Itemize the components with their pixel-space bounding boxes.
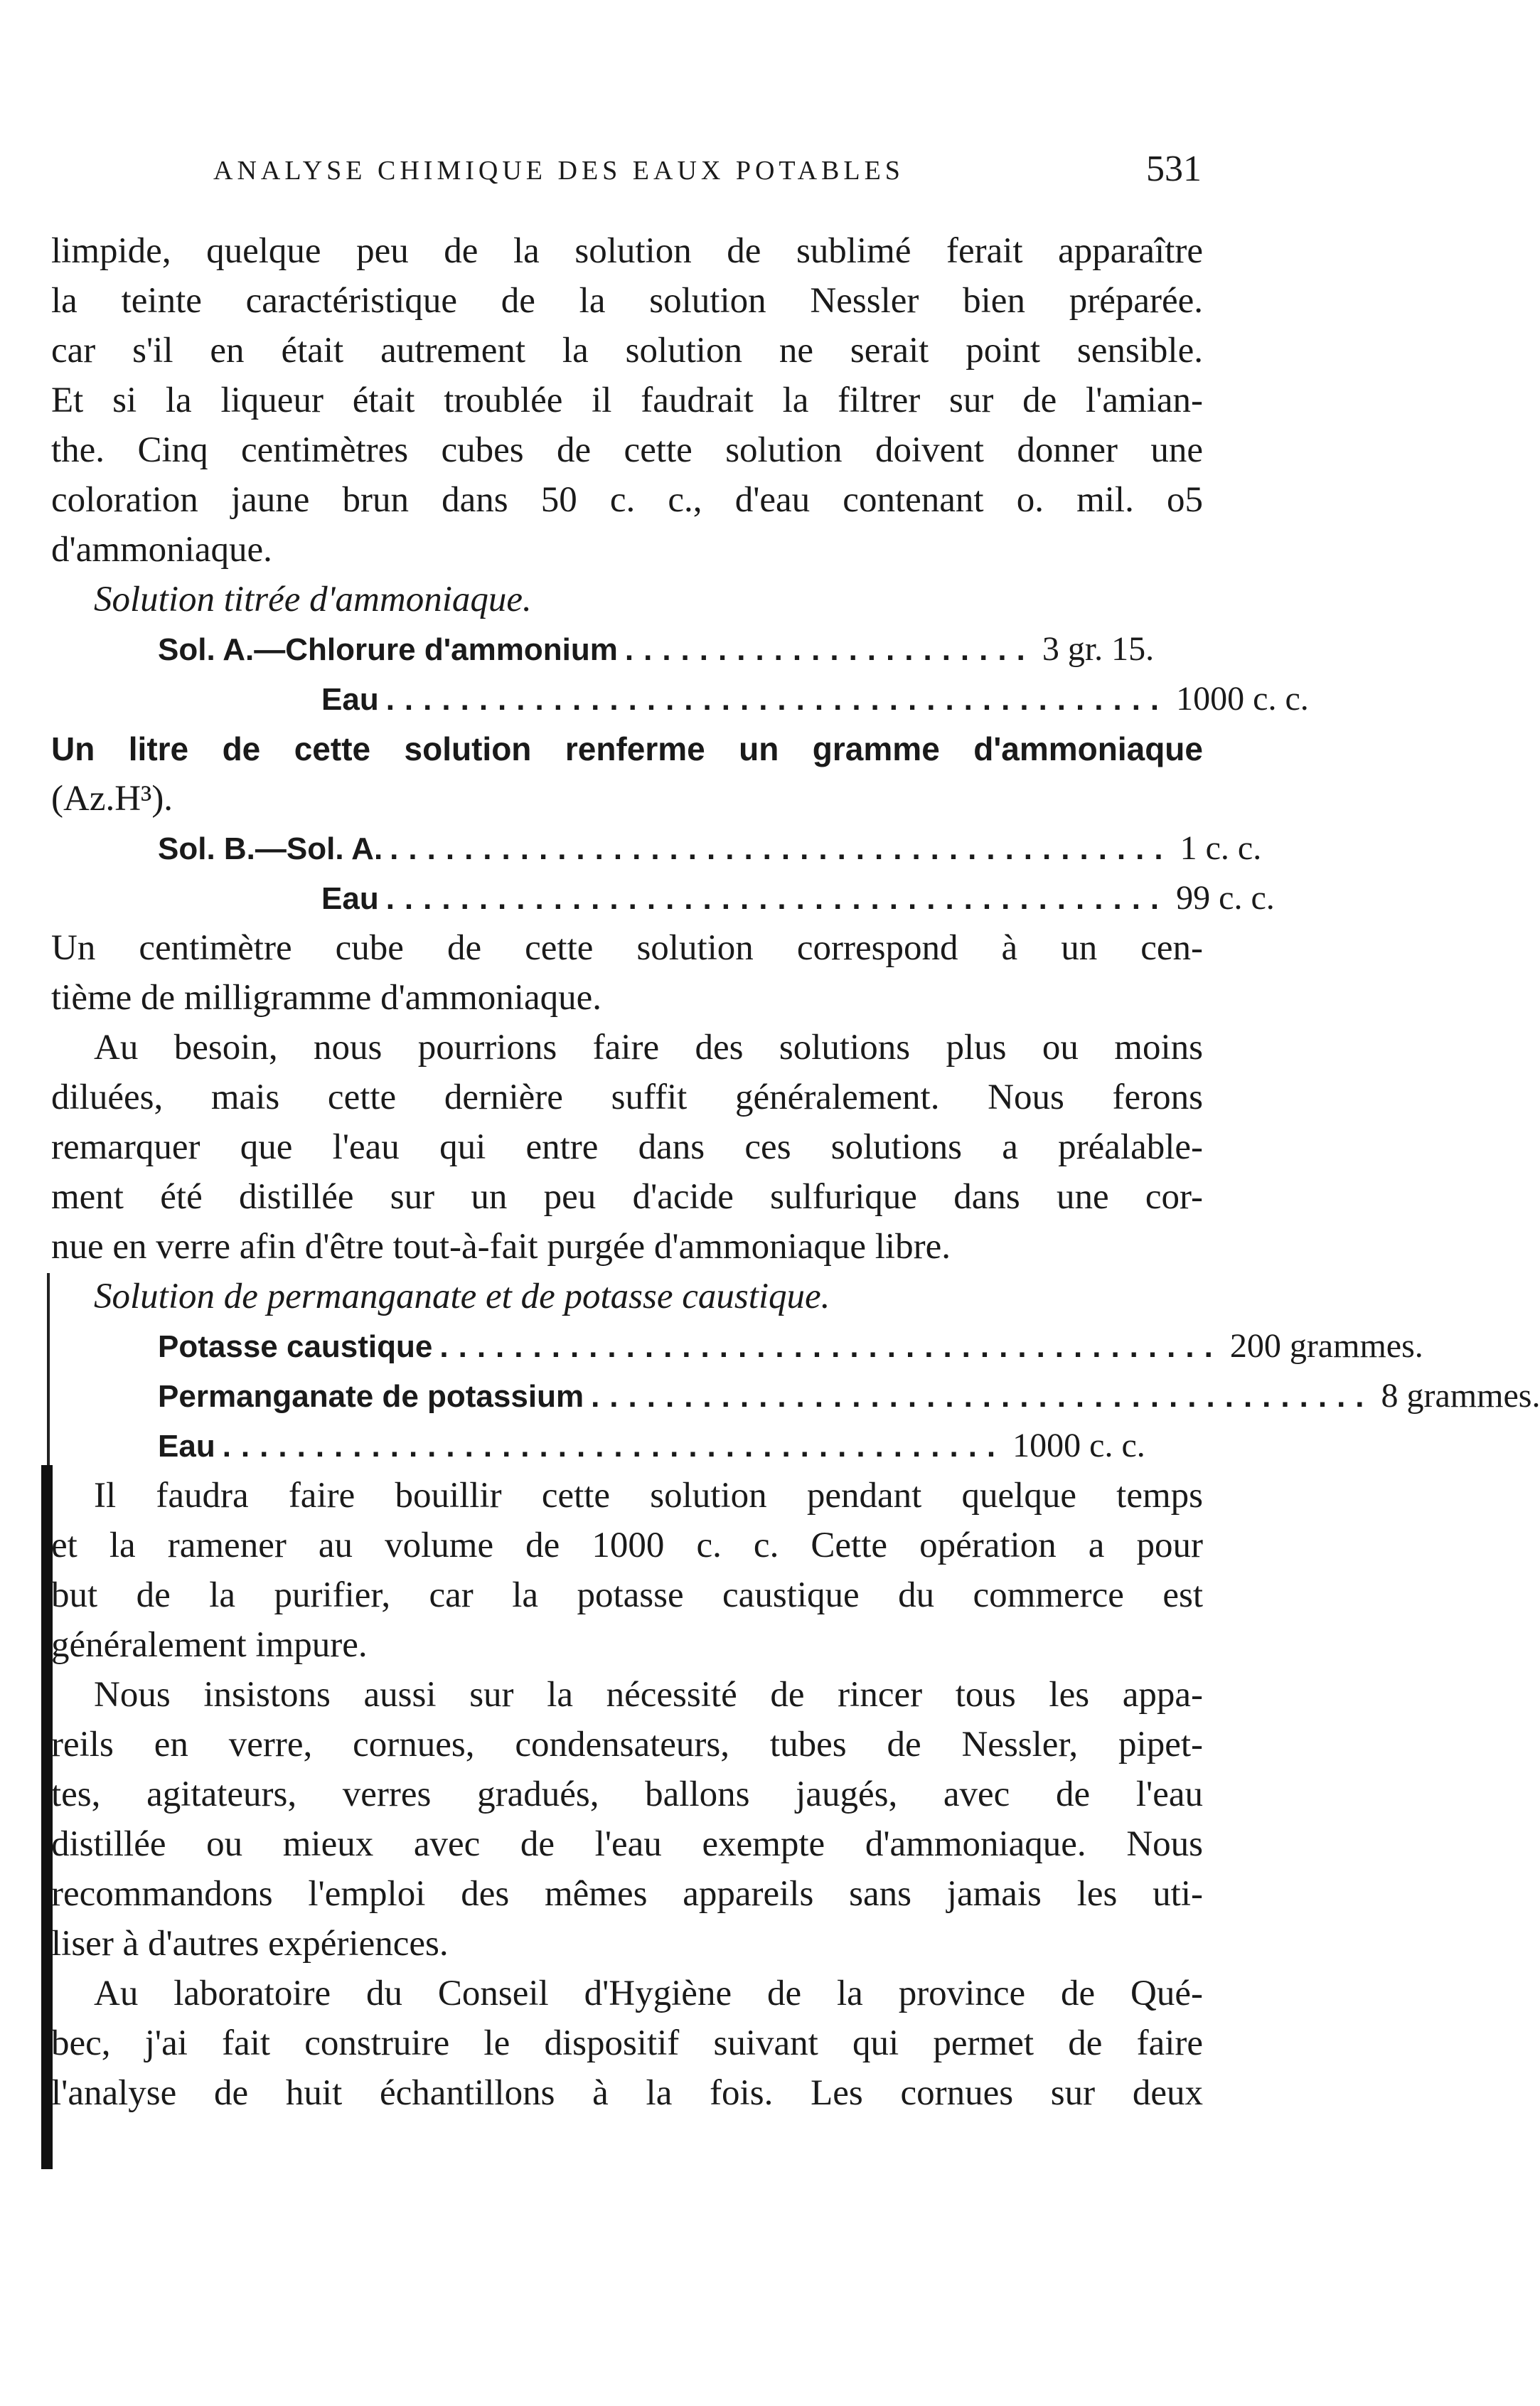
recipe-ingredient: Sol. B.—Sol. A. [158,831,383,866]
leader-dots: .......................................... [439,1329,1223,1364]
text-line: the. Cinq centimètres cubes de cette solution doivent donner une [51,430,1203,470]
text-line: reils en verre, cornues, condensateurs, tubes de Nessler, pipet- [51,1725,1203,1764]
body-text [51,226,1540,2118]
text-line: la teinte caractéristique de la solution Nessler bien préparée. [51,281,1203,321]
text-line: ment été distillée sur un peu d'acide sulfurique dans une cor- [51,1177,1203,1217]
text-line: tième de milligramme d'ammoniaque. [51,978,601,1018]
text-line: remarquer que l'eau qui entre dans ces solutions a préalable- [51,1127,1203,1167]
paragraph-5 [51,1471,1203,1670]
recipe-ingredient: Eau [321,682,379,717]
recipe-amount: 99 c. c. [1176,879,1275,917]
text-line: limpide, quelque peu de la solution de sublimé ferait apparaître [51,231,1203,271]
paragraph-1 [51,226,1203,575]
text-line: d'ammoniaque. [51,530,272,570]
running-title: ANALYSE CHIMIQUE DES EAUX POTABLES [213,156,904,186]
paragraph-6 [51,1670,1203,1969]
leader-dots: .......................................... [591,1379,1374,1414]
text-line: l'analyse de huit échantillons à la fois. Les cornues sur deux [51,2073,1203,2113]
leader-dots: .......................................... [385,881,1170,916]
recipe-amount: 3 gr. 15. [1042,630,1155,668]
margin-scan-shadow-thin [47,1273,50,1465]
text-line: Il faudra faire bouillir cette solution pendant quelque temps [94,1476,1203,1516]
leader-dots: .......................................... [390,831,1173,866]
text-line: but de la purifier, car la potasse caustique du commerce est [51,1575,1203,1615]
section-heading-ammonia: Solution titrée d'ammoniaque. [94,580,532,619]
paragraph-7 [51,1969,1203,2118]
text-line: Au besoin, nous pourrions faire des solutions plus ou moins [94,1028,1203,1068]
recipe-row [158,824,1262,873]
paragraph-4 [51,1023,1203,1272]
recipe-sol-a [51,624,1309,724]
recipe-amount: 1000 c. c. [1176,680,1309,718]
page-number: 531 [1146,149,1202,189]
text-line: recommandons l'emploi des mêmes appareils sans jamais les uti- [51,1874,1203,1914]
recipe-row [158,873,1275,923]
leader-dots: .......................................... [385,682,1170,717]
text-line: coloration jaune brun dans 50 c. c., d'eau contenant o. mil. o5 [51,480,1203,520]
text-line: Et si la liqueur était troublée il faudrait la filtrer sur de l'amian- [51,380,1203,420]
recipe-ingredient: Eau [158,1429,215,1464]
text-line: Un litre de cette solution renferme un gramme d'ammoniaque [51,730,1203,767]
text-line: diluées, mais cette dernière suffit généralement. Nous ferons [51,1077,1203,1117]
recipe-ingredient: Potasse caustique [158,1329,433,1364]
text-line: liser à d'autres expériences. [51,1924,449,1964]
text-line: Nous insistons aussi sur la nécessité de rincer tous les appa- [94,1675,1203,1715]
text-line: Un centimètre cube de cette solution correspond à un cen- [51,928,1203,968]
recipe-sol-b [51,824,1275,923]
recipe-amount: 1000 c. c. [1012,1427,1145,1464]
recipe-amount: 8 grammes. [1381,1377,1540,1415]
recipe-ingredient: Eau [321,881,379,916]
recipe-amount: 200 grammes. [1229,1327,1423,1365]
recipe-row [158,1321,1423,1371]
recipe-permanganate [51,1321,1540,1471]
text-line: bec, j'ai fait construire le dispositif suivant qui permet de faire [51,2023,1203,2063]
recipe-row [158,1421,1145,1471]
recipe-row [158,624,1155,674]
paragraph-3 [51,923,1203,1023]
text-line: Au laboratoire du Conseil d'Hygiène de la province de Qué- [94,1974,1203,2013]
recipe-ingredient: Permanganate de potassium [158,1379,584,1414]
recipe-ingredient: Sol. A.—Chlorure d'ammonium [158,632,618,667]
leader-dots: ...................... [624,632,1035,667]
text-line: et la ramener au volume de 1000 c. c. Cette opération a pour [51,1526,1203,1565]
text-line: car s'il en était autrement la solution ne serait point sensible. [51,331,1203,371]
section-heading-permanganate: Solution de permanganate et de potasse caustique. [94,1277,830,1316]
text-line: tes, agitateurs, verres gradués, ballons jaugés, avec de l'eau [51,1774,1203,1814]
text-line: généralement impure. [51,1625,368,1665]
recipe-row [158,1371,1540,1421]
recipe-amount: 1 c. c. [1180,829,1262,867]
leader-dots: .......................................... [222,1429,1006,1464]
text-line: (Az.H³). [51,779,173,819]
page-header [213,149,1202,205]
paragraph-2 [51,724,1203,824]
text-line: nue en verre afin d'être tout-à-fait purgée d'ammoniaque libre. [51,1227,951,1267]
recipe-row [158,674,1309,724]
text-line: distillée ou mieux avec de l'eau exempte d'ammoniaque. Nous [51,1824,1203,1864]
